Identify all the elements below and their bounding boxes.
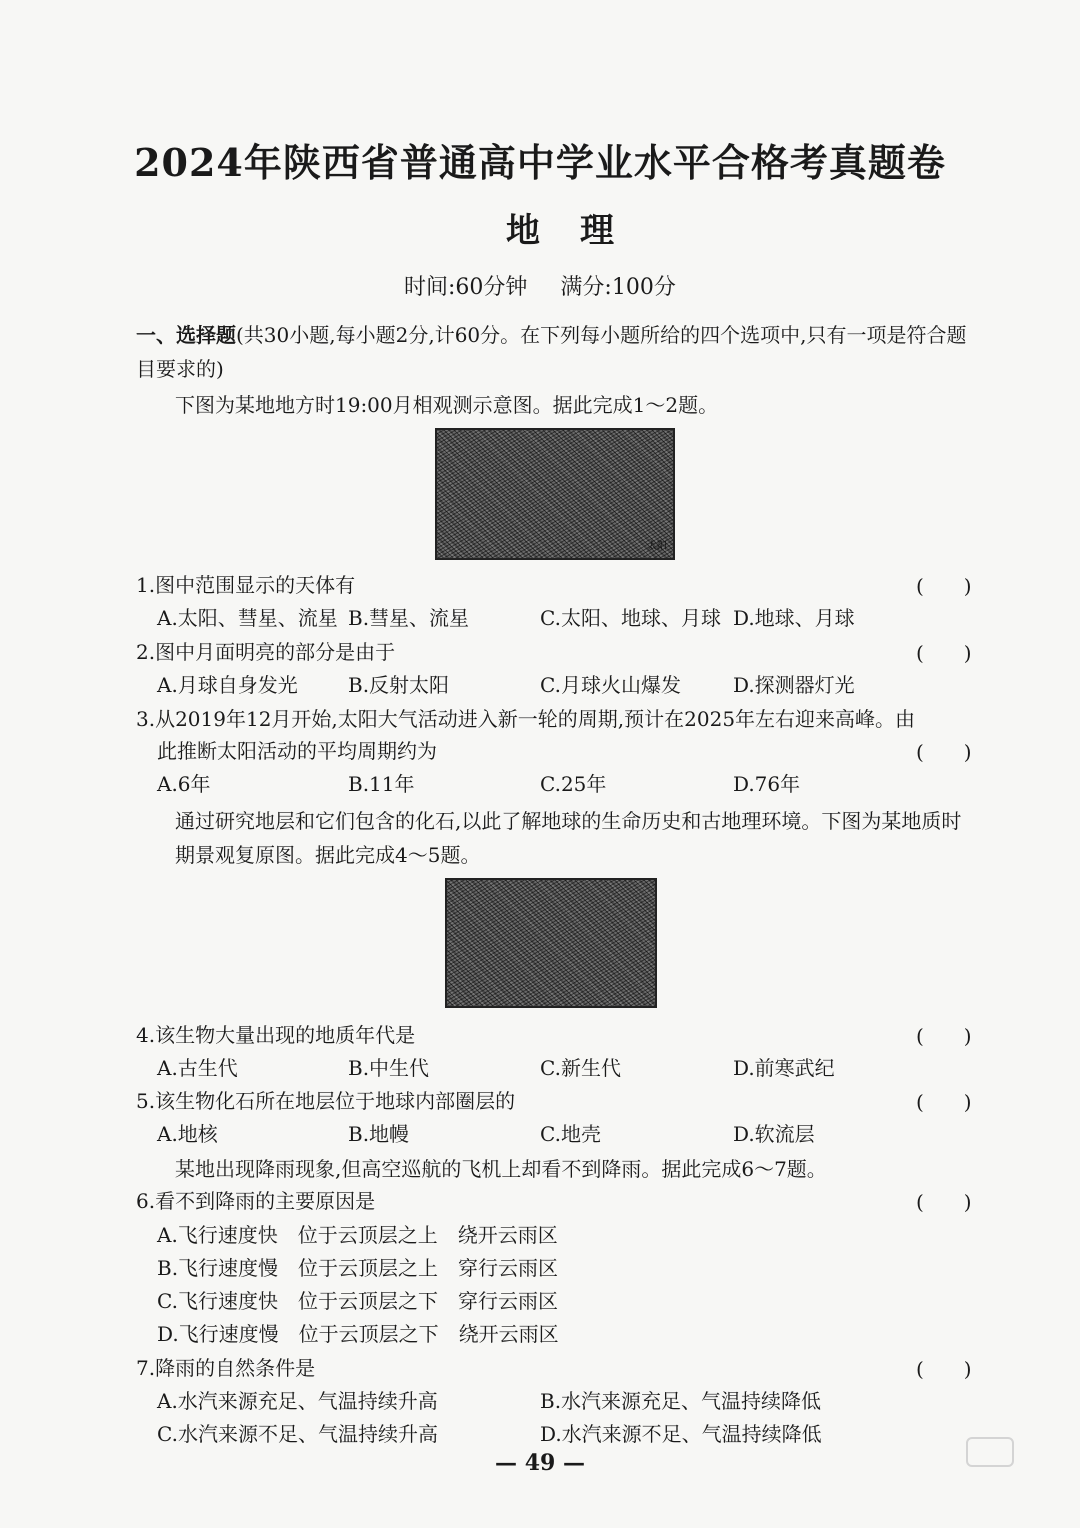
q5-option-d[interactable]: D.软流层 xyxy=(733,1122,815,1146)
page-number: — 49 — xyxy=(495,1450,585,1476)
answer-bracket-6[interactable]: ( ) xyxy=(916,1190,972,1214)
q5-option-b[interactable]: B.地幔 xyxy=(348,1122,410,1146)
q2-option-c[interactable]: C.月球火山爆发 xyxy=(540,673,681,697)
answer-bracket-4[interactable]: ( ) xyxy=(916,1024,972,1048)
question-4-stem: 4.该生物大量出现的地质年代是 xyxy=(136,1023,416,1047)
question-7-stem: 7.降雨的自然条件是 xyxy=(136,1356,316,1380)
q4-option-c[interactable]: C.新生代 xyxy=(540,1056,621,1080)
section-text: (共30小题,每小题2分,计60分。在下列每小题所给的四个选项中,只有一项是符合题目要求的) xyxy=(136,323,967,381)
material-intro-1: 下图为某地地方时19:00月相观测示意图。据此完成1～2题。 xyxy=(175,393,719,417)
answer-bracket-1[interactable]: ( ) xyxy=(916,574,972,598)
exam-score: 满分:100分 xyxy=(560,275,676,300)
exam-meta xyxy=(404,270,702,301)
material-intro-3: 某地出现降雨现象,但高空巡航的飞机上却看不到降雨。据此完成6～7题。 xyxy=(175,1157,827,1181)
q6-option-d[interactable]: D.飞行速度慢 位于云顶层之下 绕开云雨区 xyxy=(157,1322,559,1346)
question-1-stem: 1.图中范围显示的天体有 xyxy=(136,573,356,597)
q4-option-d[interactable]: D.前寒武纪 xyxy=(733,1056,835,1080)
q5-option-a[interactable]: A.地核 xyxy=(157,1122,218,1146)
moon-observation-figure xyxy=(435,428,675,560)
question-3-stem-line1: 3.从2019年12月开始,太阳大气活动进入新一轮的周期,预计在2025年左右迎来高峰。由 xyxy=(136,707,916,731)
section-instructions xyxy=(136,318,981,386)
q6-option-a[interactable]: A.飞行速度快 位于云顶层之上 绕开云雨区 xyxy=(157,1223,558,1247)
subject-title: 地理 xyxy=(506,211,654,251)
q2-option-d[interactable]: D.探测器灯光 xyxy=(733,673,855,697)
answer-bracket-5[interactable]: ( ) xyxy=(916,1090,972,1114)
q4-option-b[interactable]: B.中生代 xyxy=(348,1056,430,1080)
section-heading: 一、选择题 xyxy=(136,323,236,347)
q3-option-b[interactable]: B.11年 xyxy=(348,772,415,796)
question-5-stem: 5.该生物化石所在地层位于地球内部圈层的 xyxy=(136,1089,516,1113)
q1-option-b[interactable]: B.彗星、流星 xyxy=(348,606,470,630)
page-title: 2024年陕西省普通高中学业水平合格考真题卷 xyxy=(134,140,946,185)
exam-time: 时间:60分钟 xyxy=(404,275,528,300)
q5-option-c[interactable]: C.地壳 xyxy=(540,1122,601,1146)
q7-option-c[interactable]: C.水汽来源不足、气温持续升高 xyxy=(157,1422,438,1446)
question-3-stem-line2: 此推断太阳活动的平均周期约为 xyxy=(157,739,437,763)
paleo-landscape-figure xyxy=(445,878,657,1008)
figure-label-sun: 太阳 xyxy=(647,541,667,552)
question-2-stem: 2.图中月面明亮的部分是由于 xyxy=(136,640,396,664)
q1-option-d[interactable]: D.地球、月球 xyxy=(733,606,855,630)
material-intro-2: 通过研究地层和它们包含的化石,以此了解地球的生命历史和古地理环境。下图为某地质时期景观复原图。据此完成4～5题。 xyxy=(175,809,962,867)
q2-option-a[interactable]: A.月球自身发光 xyxy=(157,673,298,697)
q7-option-a[interactable]: A.水汽来源充足、气温持续升高 xyxy=(157,1389,438,1413)
answer-bracket-2[interactable]: ( ) xyxy=(916,641,972,665)
watermark-logo-icon xyxy=(966,1437,1014,1467)
q4-option-a[interactable]: A.古生代 xyxy=(157,1056,238,1080)
q1-option-a[interactable]: A.太阳、彗星、流星 xyxy=(157,606,338,630)
q3-option-c[interactable]: C.25年 xyxy=(540,772,607,796)
q6-option-b[interactable]: B.飞行速度慢 位于云顶层之上 穿行云雨区 xyxy=(157,1256,559,1280)
q7-option-d[interactable]: D.水汽来源不足、气温持续降低 xyxy=(540,1422,822,1446)
answer-bracket-3[interactable]: ( ) xyxy=(916,740,972,764)
q7-option-b[interactable]: B.水汽来源充足、气温持续降低 xyxy=(540,1389,822,1413)
answer-bracket-7[interactable]: ( ) xyxy=(916,1357,972,1381)
q6-option-c[interactable]: C.飞行速度快 位于云顶层之下 穿行云雨区 xyxy=(157,1289,558,1313)
question-6-stem: 6.看不到降雨的主要原因是 xyxy=(136,1189,376,1213)
q3-option-a[interactable]: A.6年 xyxy=(157,772,211,796)
q3-option-d[interactable]: D.76年 xyxy=(733,772,801,796)
q1-option-c[interactable]: C.太阳、地球、月球 xyxy=(540,606,721,630)
q2-option-b[interactable]: B.反射太阳 xyxy=(348,673,450,697)
